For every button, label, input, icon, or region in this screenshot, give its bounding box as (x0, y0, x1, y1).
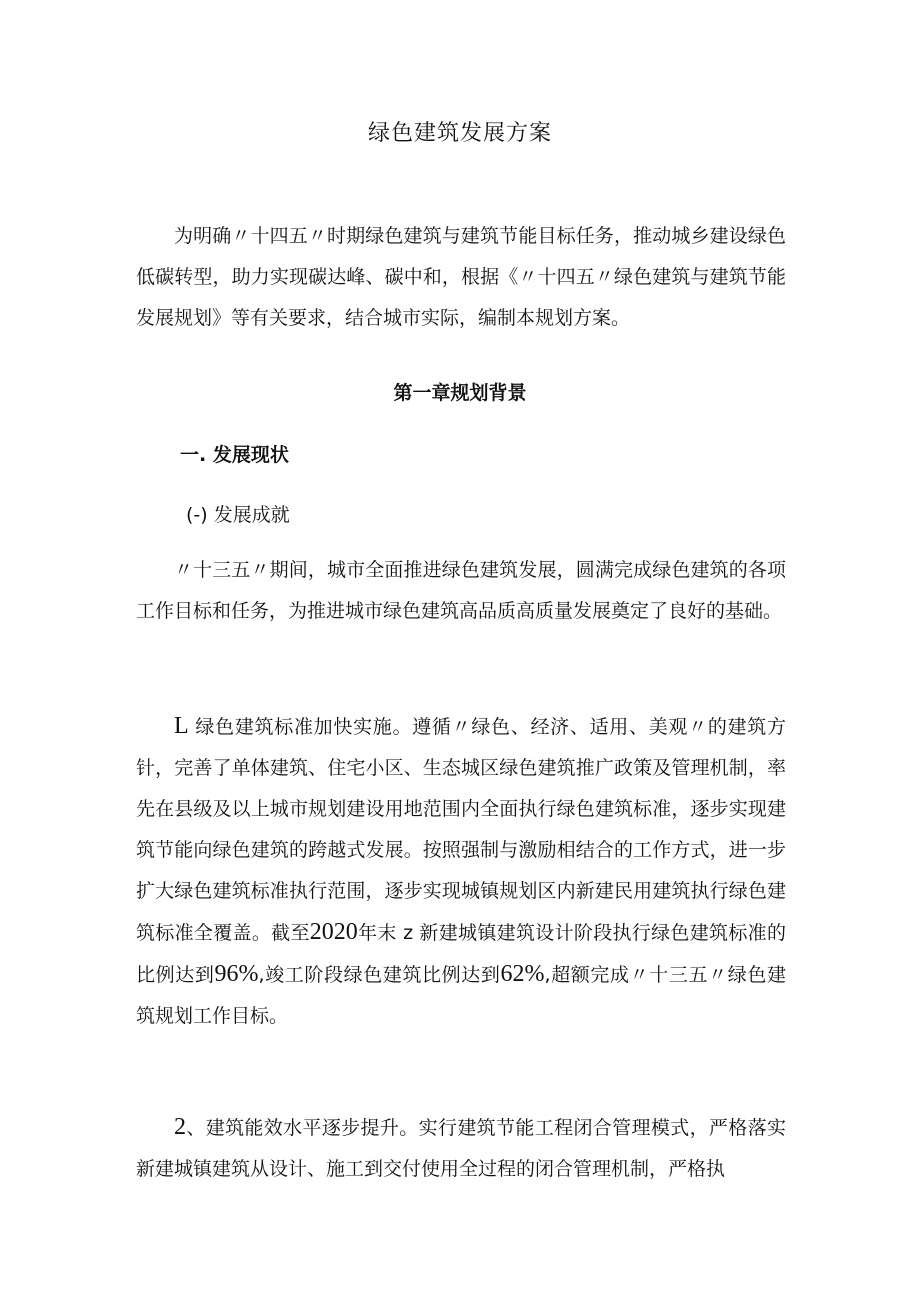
paragraph-text: 年末 z 新建城镇建筑设计阶段执行绿色建筑标准的比例达到 (136, 922, 786, 986)
percentage-value: 96% (214, 961, 259, 987)
paragraph-text: ,超额完成〃十三五〃绿色建筑规划工作目标。 (136, 964, 786, 1027)
paragraph-text: 绿色建筑标准加快实施。遵循〃绿色、经济、适用、美观〃的建筑方针，完善了单体建筑、住宅小区、生态城区绿色建筑推广政策及管理机制，率先在县级及以上城市规划建设用地范围内全面执行绿色建筑标准，逐步实现建筑节能向绿色建筑的跨越式发展。按照强制与激励相结合的工作方式，进一步扩大绿色建筑标准执行范围，逐步实现城镇规划区内新建民用建筑执行绿色建筑标准全覆盖。截至 (136, 716, 786, 944)
chapter-heading: 第一章规划背景 (393, 382, 527, 404)
achievements-paragraph: 〃十三五〃期间，城市全面推进绿色建筑发展，圆满完成绿色建筑的各项工作目标和任务，为推进城市绿色建筑高品质高质量发展奠定了良好的基础。 (136, 559, 786, 622)
list-marker: L (174, 713, 189, 739)
paragraph-text: 、建筑能效水平逐步提升。实行建筑节能工程闭合管理模式，严格落实新建城镇建筑从设计、施工到交付使用全过程的闭合管理机制，严格执 (136, 1117, 786, 1180)
section-heading: 一. 发展现状 (180, 444, 289, 466)
energy-efficiency-paragraph (136, 1107, 786, 1190)
document-title: 绿色建筑发展方案 (367, 121, 552, 146)
intro-paragraph: 为明确〃十四五〃时期绿色建筑与建筑节能目标任务，推动城乡建设绿色低碳转型，助力实现碳达峰、碳中和，根据《〃十四五〃绿色建筑与建筑节能发展规划》等有关要求，结合城市实际，编制本规划方案。 (136, 225, 786, 329)
percentage-value: 62% (500, 961, 545, 987)
list-marker: 2 (174, 1114, 186, 1140)
paragraph-text: ,竣工阶段绿色建筑比例达到 (258, 964, 501, 986)
green-standard-paragraph (136, 706, 786, 1037)
year-value: 2020 (309, 919, 358, 945)
subsection-heading: (-) 发展成就 (186, 504, 290, 526)
